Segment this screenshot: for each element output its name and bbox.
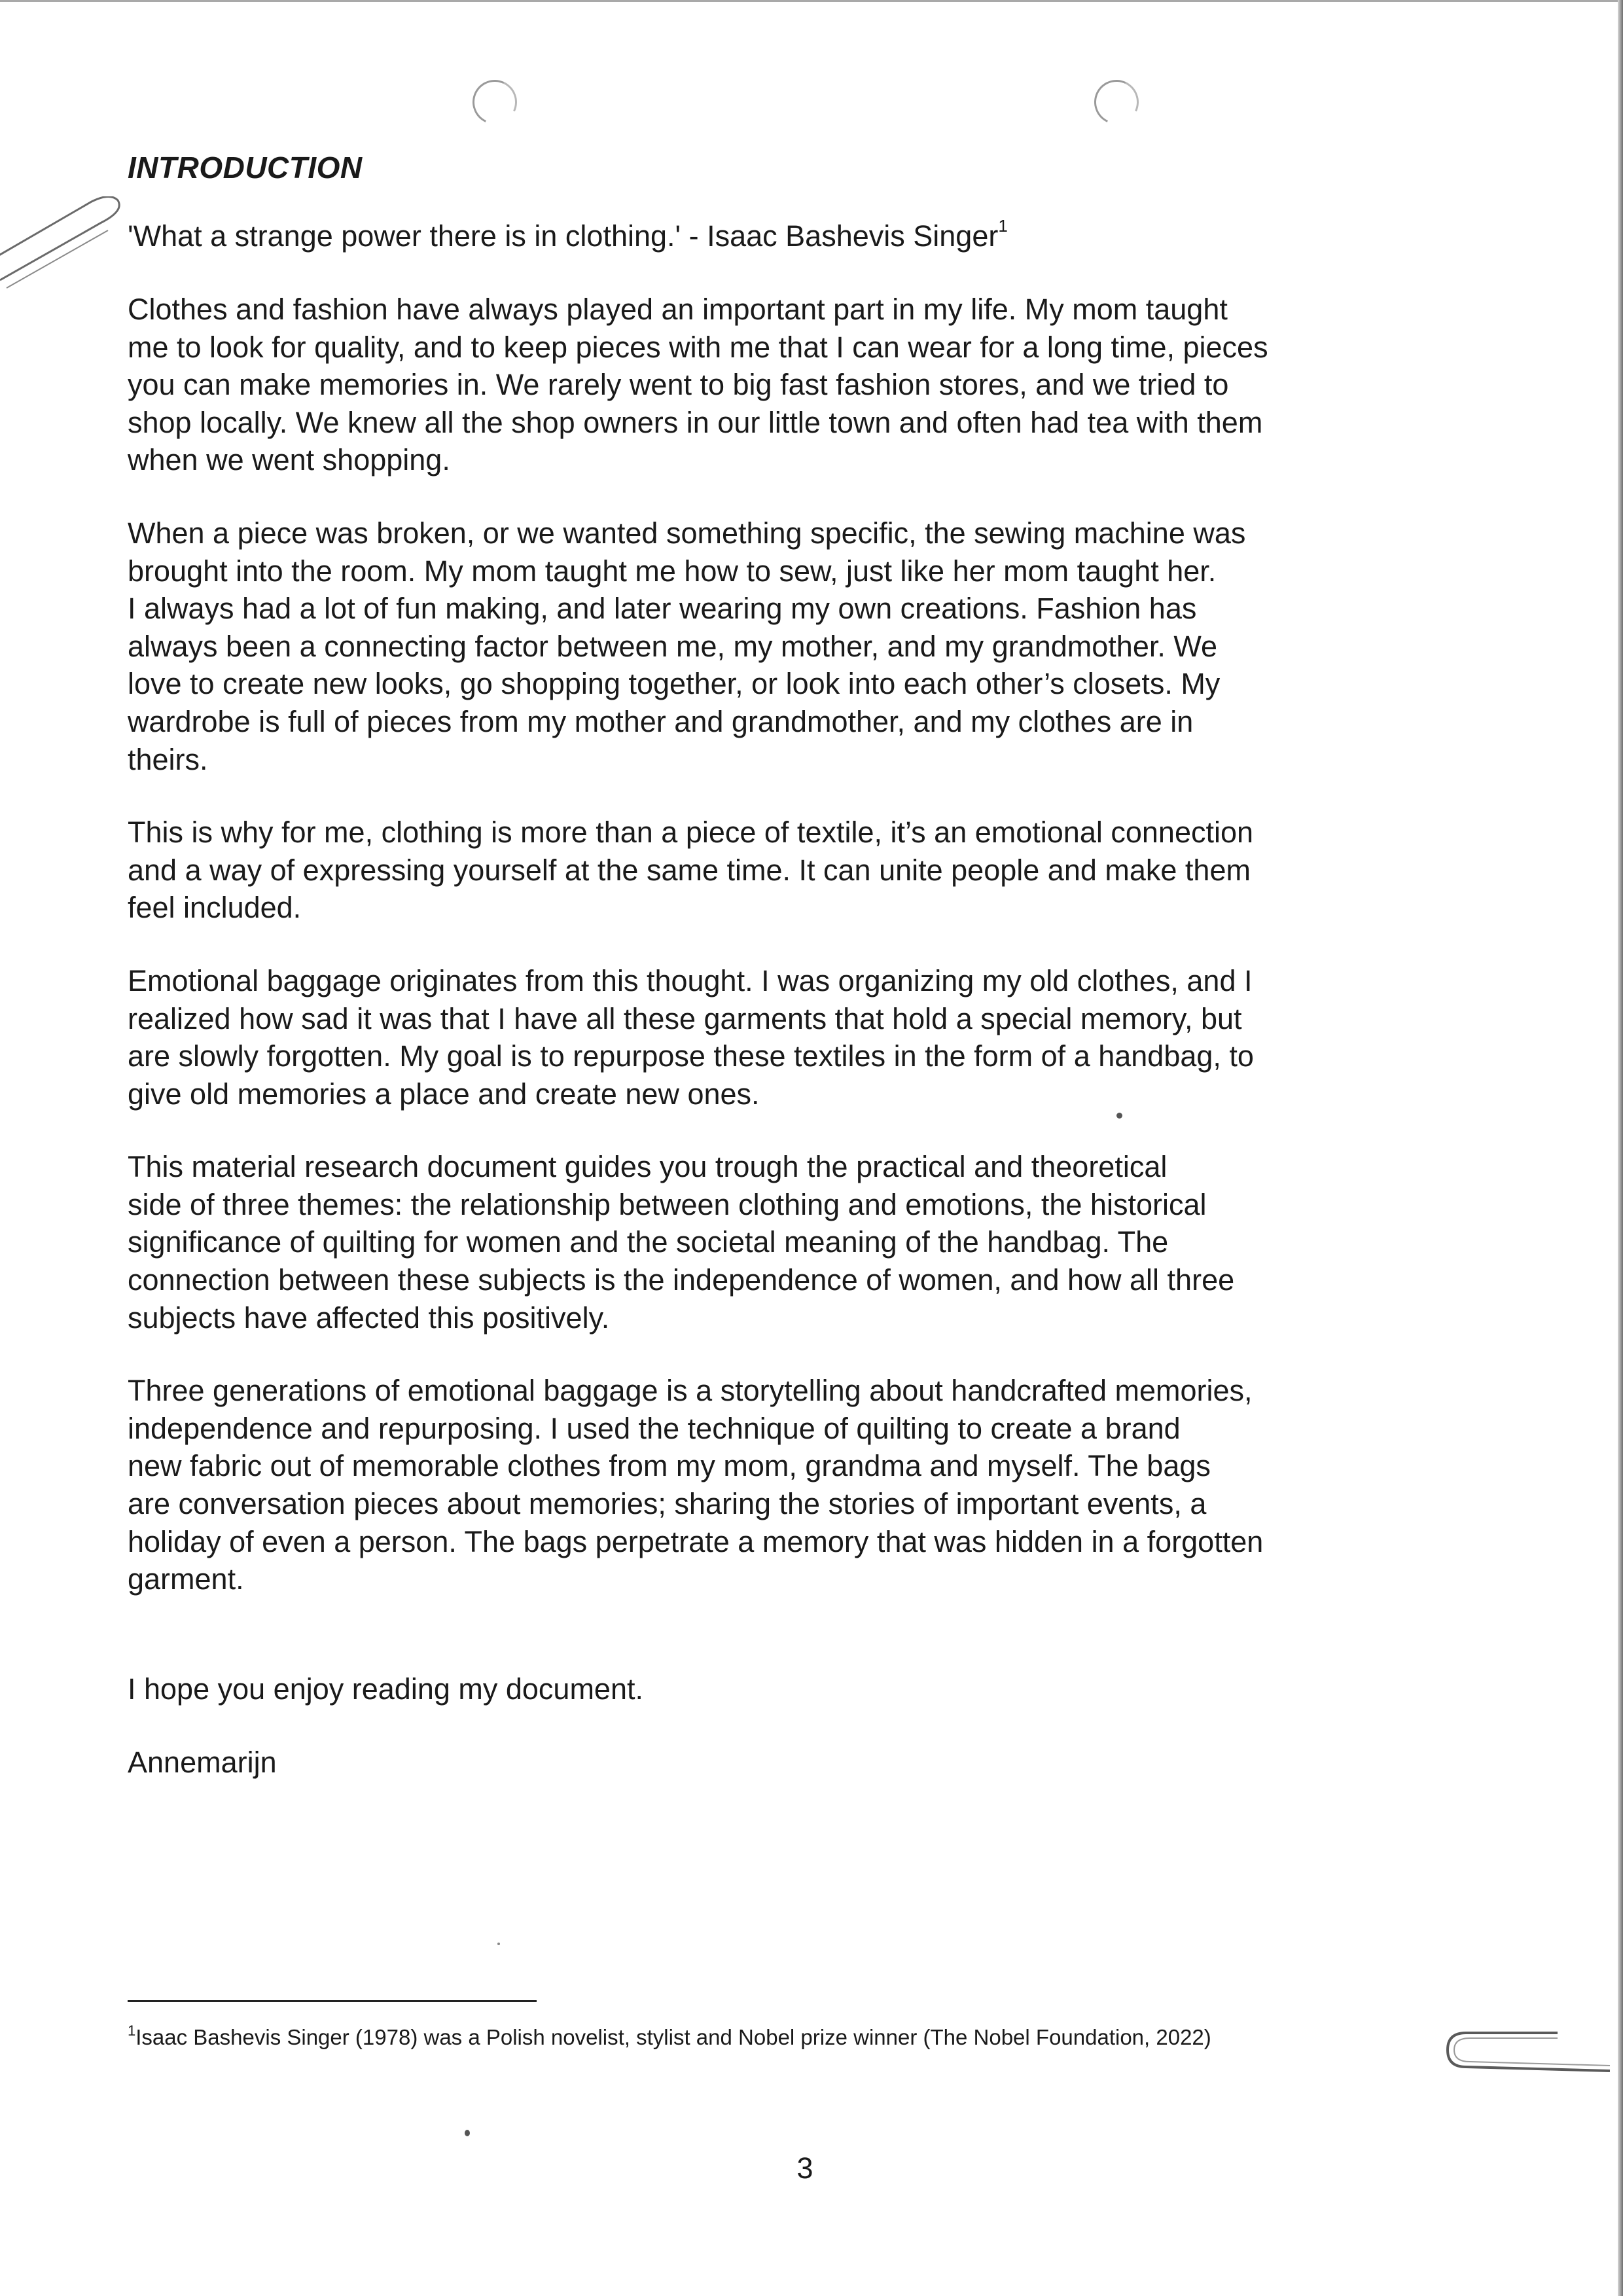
paragraph-line: This material research document guides you trough the practical and theoretical: [128, 1150, 1168, 1184]
paragraph: [128, 962, 1345, 1113]
closing-line: I hope you enjoy reading my document.: [128, 1672, 643, 1706]
paragraph-line: theirs.: [128, 742, 208, 776]
paragraph-line: are slowly forgotten. My goal is to repurpose these textiles in the form of a handbag, to: [128, 1039, 1254, 1073]
footnote-reference: 1: [998, 216, 1008, 236]
paragraph: [128, 291, 1345, 479]
paragraph-line: when we went shopping.: [128, 443, 450, 477]
paragraph-line: love to create new looks, go shopping together, or look into each other’s closets. My: [128, 667, 1221, 701]
paragraph-line: new fabric out of memorable clothes from my mom, grandma and myself. The bags: [128, 1449, 1211, 1483]
paragraph-line: Clothes and fashion have always played an important part in my life. My mom taught: [128, 293, 1228, 326]
paragraph-line: give old memories a place and create new ones.: [128, 1077, 760, 1111]
paragraph-line: garment.: [128, 1562, 244, 1596]
paragraph-line: realized how sad it was that I have all these garments that hold a special memory, but: [128, 1001, 1242, 1035]
section-heading: INTRODUCTION: [128, 151, 363, 185]
paragraph-line: subjects have affected this positively.: [128, 1300, 610, 1335]
document-body: [128, 149, 1345, 1782]
quote-text: 'What a strange power there is in clothing.' - Isaac Bashevis Singer: [128, 219, 999, 253]
paragraph: [128, 814, 1345, 927]
footnote-separator: [128, 2000, 537, 2002]
author-signature: Annemarijn: [128, 1745, 277, 1779]
paragraph-line: side of three themes: the relationship between clothing and emotions, the historical: [128, 1187, 1207, 1221]
paragraph-line: wardrobe is full of pieces from my mother and grandmother, and my clothes are in: [128, 704, 1194, 738]
opening-quote: [128, 217, 1345, 255]
paragraph-line: brought into the room. My mom taught me how to sew, just like her mom taught her.: [128, 554, 1217, 588]
paragraph-line: I always had a lot of fun making, and later wearing my own creations. Fashion has: [128, 592, 1197, 626]
scan-top-edge: [0, 0, 1623, 2]
footnote-text: Isaac Bashevis Singer (1978) was a Polish novelist, stylist and Nobel prize winner (The Nobel Foundation, 2022): [135, 2025, 1211, 2049]
footnote-marker: 1: [128, 2022, 136, 2039]
paragraph-line: feel included.: [128, 891, 302, 925]
paragraph-line: are conversation pieces about memories; sharing the stories of important events, a: [128, 1487, 1207, 1521]
paragraph-line: This is why for me, clothing is more than a piece of textile, it’s an emotional connection: [128, 816, 1254, 850]
paragraph-line: independence and repurposing. I used the technique of quilting to create a brand: [128, 1411, 1181, 1445]
paragraph: [128, 1148, 1345, 1336]
paragraph-line: you can make memories in. We rarely went to big fast fashion stores, and we tried to: [128, 368, 1229, 402]
punch-hole-right: [1088, 73, 1145, 130]
scan-speck: [465, 2130, 470, 2136]
paragraph-line: holiday of even a person. The bags perpetrate a memory that was hidden in a forgotten: [128, 1524, 1264, 1558]
paragraph-line: and a way of expressing yourself at the same time. It can unite people and make them: [128, 853, 1251, 887]
paragraph: [128, 514, 1345, 778]
paragraph-line: Three generations of emotional baggage is a storytelling about handcrafted memories,: [128, 1374, 1253, 1408]
punch-hole-left: [466, 73, 523, 130]
binder-clip-icon: [1440, 2022, 1623, 2081]
paragraph-line: connection between these subjects is the independence of women, and how all three: [128, 1263, 1235, 1297]
paperclip-icon: [0, 196, 137, 295]
page-number: 3: [796, 2151, 813, 2185]
paragraph-line: shop locally. We knew all the shop owners in our little town and often had tea with them: [128, 405, 1263, 439]
scan-right-edge: [1618, 0, 1623, 2296]
paragraph-line: Emotional baggage originates from this thought. I was organizing my old clothes, and I: [128, 963, 1253, 997]
paragraph-line: me to look for quality, and to keep pieces with me that I can wear for a long time, pieces: [128, 330, 1268, 364]
footnote: [128, 2024, 1211, 2051]
paragraph-line: When a piece was broken, or we wanted something specific, the sewing machine was: [128, 516, 1246, 550]
scan-speck: [497, 1943, 500, 1945]
paragraph-line: always been a connecting factor between me, my mother, and my grandmother. We: [128, 629, 1218, 663]
paragraph-line: significance of quilting for women and the societal meaning of the handbag. The: [128, 1225, 1169, 1259]
paragraph: [128, 1372, 1345, 1598]
